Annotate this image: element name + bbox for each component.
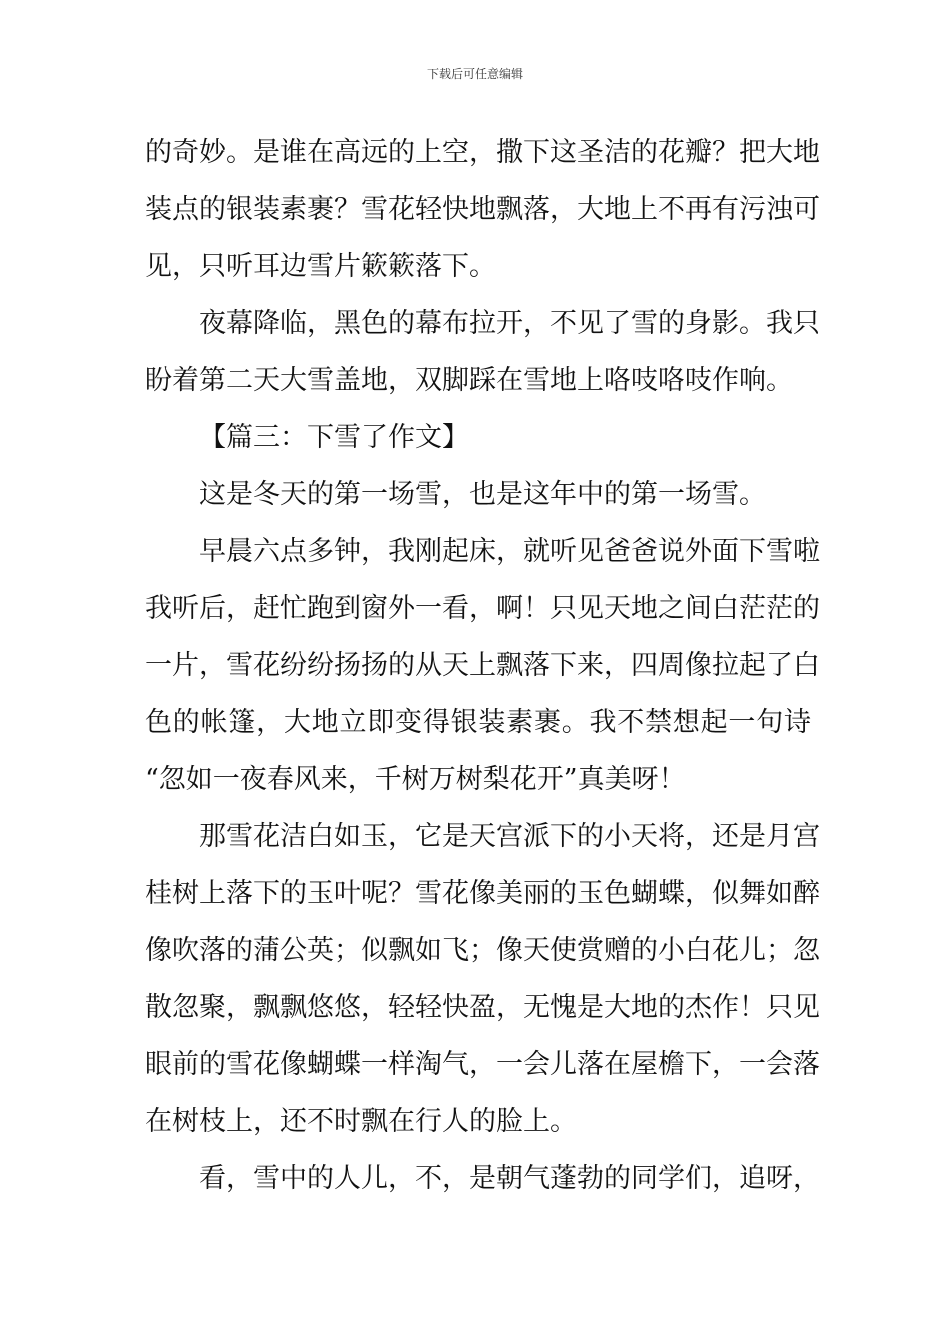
document-body [145,124,820,1207]
text-line: 散忽聚，飘飘悠悠，轻轻快盈，无愧是大地的杰作！只见 [145,992,820,1023]
text-line: 一片，雪花纷纷扬扬的从天上飘落下来，四周像拉起了白 [145,650,820,681]
text-line: 在树枝上，还不时飘在行人的脸上。 [145,1106,577,1137]
text-line: 装点的银装素裹？雪花轻快地飘落，大地上不再有污浊可 [145,194,820,225]
text-line: 色的帐篷，大地立即变得银装素裹。我不禁想起一句诗 [145,707,811,738]
section-heading: 【篇三：下雪了作文】 [199,422,469,453]
text-line: 我听后，赶忙跑到窗外一看，啊！只见天地之间白茫茫的 [145,593,820,624]
text-line: “忽如一夜春风来，千树万树梨花开”真美呀！ [145,764,686,795]
text-line: 的奇妙。是谁在高远的上空，撒下这圣洁的花瓣？把大地 [145,137,820,168]
text-line: 夜幕降临，黑色的幕布拉开，不见了雪的身影。我只 [199,308,820,339]
text-line: 这是冬天的第一场雪，也是这年中的第一场雪。 [199,479,766,510]
text-line: 见，只听耳边雪片簌簌落下。 [145,251,496,282]
text-line: 眼前的雪花像蝴蝶一样淘气，一会儿落在屋檐下，一会落 [145,1049,820,1080]
page-header: 下载后可任意编辑 [426,67,523,81]
text-line: 那雪花洁白如玉，它是天宫派下的小天将，还是月宫 [199,821,820,852]
text-line: 桂树上落下的玉叶呢？雪花像美丽的玉色蝴蝶，似舞如醉 [145,878,820,909]
text-line: 像吹落的蒲公英；似飘如飞；像天使赏赠的小白花儿；忽 [145,935,820,966]
text-line: 看，雪中的人儿，不，是朝气蓬勃的同学们，追呀， [199,1163,820,1194]
text-line: 盼着第二天大雪盖地，双脚踩在雪地上咯吱咯吱作响。 [145,365,793,396]
text-line: 早晨六点多钟，我刚起床，就听见爸爸说外面下雪啦 [199,536,820,567]
